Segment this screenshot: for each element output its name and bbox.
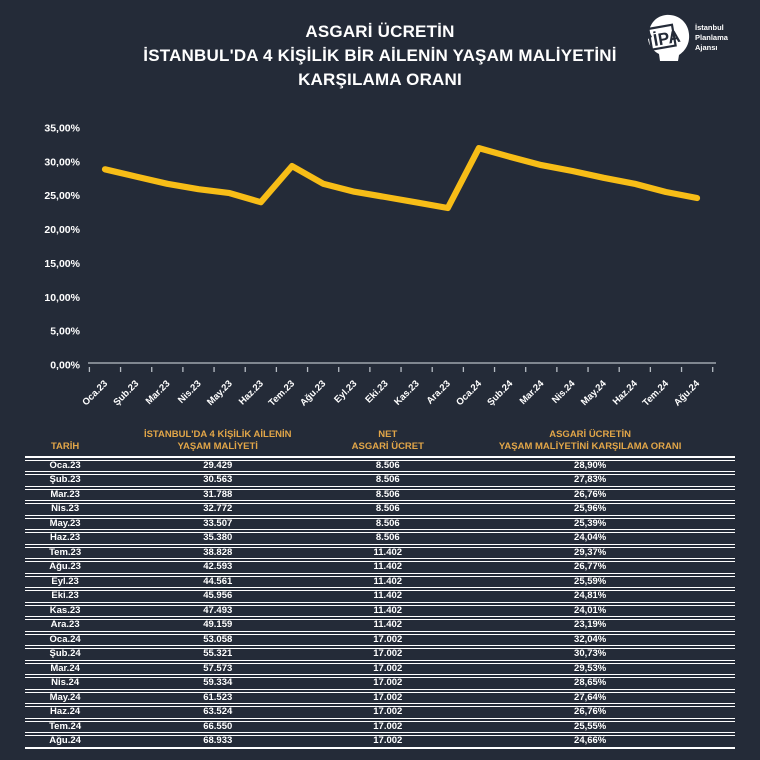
x-axis-tick-label: Oca.23 [80,378,111,409]
table-cell: 32.772 [105,503,330,516]
table-row [25,518,735,531]
page-title-line-2: İSTANBUL'DA 4 KİŞİLİK BİR AİLENİN YAŞAM MALİYETİNİ [143,45,617,65]
table-cell: Eki.23 [25,590,105,603]
page-title-line-3: KARŞILAMA ORANI [298,69,462,89]
y-axis-tick-label: 30,00% [44,156,80,169]
table-cell: 17.002 [330,706,445,719]
table-cell: 59.334 [105,677,330,690]
table-column-header: İSTANBUL'DA 4 KİŞİLİK AİLENİN YAŞAM MALİYETİ [105,429,330,458]
table-cell: 29,37% [445,547,735,560]
table-cell: 25,55% [445,721,735,734]
x-axis-tick-label: Eki.23 [363,378,391,406]
table-cell: 26,77% [445,561,735,574]
x-axis-tick-label: Haz.23 [236,378,266,408]
table-cell: 30.563 [105,474,330,487]
ipa-logo-abbr: İPA [651,26,682,51]
table-cell: 24,01% [445,605,735,618]
table-row [25,532,735,545]
line-chart-svg [0,112,760,424]
table-cell: Tem.23 [25,547,105,560]
table-cell: May.23 [25,518,105,531]
table-cell: Ağu.23 [25,561,105,574]
table-header-row [25,429,735,458]
ipa-logo-text-line-3: Ajansı [695,43,718,53]
x-axis-tick-label: Tem.23 [266,378,298,409]
table-cell: 35.380 [105,532,330,545]
x-axis-tick-label: Tem.24 [640,378,672,409]
y-axis-tick-label: 10,00% [44,291,80,304]
table-column-header: NET ASGARİ ÜCRET [330,429,445,458]
table-cell: 23,19% [445,619,735,632]
table-row [25,590,735,603]
x-axis-tick-label: Şub.24 [485,378,516,409]
x-axis-tick-label: Ara.23 [424,378,453,407]
table-cell: 17.002 [330,634,445,647]
table-cell: 17.002 [330,692,445,705]
x-axis-tick-label: May.24 [578,378,609,409]
table-cell: 11.402 [330,605,445,618]
table-cell: 8.506 [330,474,445,487]
table-cell: Mar.24 [25,663,105,676]
table-row [25,489,735,502]
line-chart [0,112,760,424]
table-cell: 30,73% [445,648,735,661]
table-cell: 11.402 [330,547,445,560]
y-axis-tick-label: 15,00% [44,257,80,270]
table-cell: 17.002 [330,721,445,734]
table-cell: Oca.23 [25,460,105,473]
table-cell: 11.402 [330,619,445,632]
table-cell: 26,76% [445,489,735,502]
table-cell: 28,90% [445,460,735,473]
table-cell: May.24 [25,692,105,705]
table-column-header: TARİH [25,429,105,458]
table-row [25,576,735,589]
table-column-header: ASGARİ ÜCRETİN YAŞAM MALİYETİNİ KARŞILAMA ORANI [445,429,735,458]
table-cell: 8.506 [330,489,445,502]
x-axis-tick-label: Ağu.23 [298,378,329,409]
x-axis-tick-label: Oca.24 [454,378,485,409]
table-cell: 44.561 [105,576,330,589]
table-cell: 11.402 [330,576,445,589]
table-cell: 17.002 [330,735,445,749]
x-axis-tick-label: Kas.23 [392,378,422,408]
table-cell: 45.956 [105,590,330,603]
ipa-logo-text-line-2: Planlama [695,32,728,42]
table-cell: 32,04% [445,634,735,647]
table-cell: Şub.23 [25,474,105,487]
table-cell: 8.506 [330,460,445,473]
table-cell: 29.429 [105,460,330,473]
table-cell: 8.506 [330,503,445,516]
x-axis-tick-label: Haz.24 [610,378,640,408]
ipa-head-icon [645,13,691,63]
table-row [25,648,735,661]
table-row [25,735,735,749]
table-cell: 49.159 [105,619,330,632]
table-cell: Ara.23 [25,619,105,632]
y-axis-tick-label: 25,00% [44,190,80,203]
table-cell: 25,39% [445,518,735,531]
table-row [25,692,735,705]
table-cell: 27,83% [445,474,735,487]
table-cell: Haz.24 [25,706,105,719]
table-cell: 31.788 [105,489,330,502]
table-cell: 47.493 [105,605,330,618]
table-row [25,561,735,574]
table-row [25,503,735,516]
table-row [25,677,735,690]
table-cell: 8.506 [330,532,445,545]
table-cell: Kas.23 [25,605,105,618]
table-row [25,634,735,647]
table-cell: Mar.23 [25,489,105,502]
x-axis-tick-label: Ağu.24 [671,378,703,409]
table-row [25,460,735,473]
y-axis-tick-label: 20,00% [44,224,80,237]
x-axis-tick-label: Mar.24 [517,378,547,408]
table-cell: 57.573 [105,663,330,676]
ipa-logo-text [695,23,728,53]
table-cell: 66.550 [105,721,330,734]
table-cell: Eyl.23 [25,576,105,589]
data-table-container [25,427,735,751]
table-cell: Ağu.24 [25,735,105,749]
y-axis-tick-label: 5,00% [50,325,80,338]
table-cell: Nis.24 [25,677,105,690]
table-cell: 11.402 [330,561,445,574]
table-cell: 25,59% [445,576,735,589]
x-axis-tick-label: Nis.23 [176,378,204,406]
table-cell: Tem.24 [25,721,105,734]
table-cell: 24,66% [445,735,735,749]
table-cell: 24,81% [445,590,735,603]
ipa-logo [645,13,728,63]
table-row [25,474,735,487]
y-axis-tick-label: 35,00% [44,122,80,135]
x-axis-tick-label: Eyl.23 [332,378,360,406]
table-row [25,619,735,632]
page-title-line-1: ASGARİ ÜCRETİN [305,22,455,41]
table-cell: 29,53% [445,663,735,676]
x-axis-tick-label: Mar.23 [143,378,173,408]
table-cell: 17.002 [330,648,445,661]
x-axis-tick-label: Şub.23 [111,378,142,409]
table-cell: 42.593 [105,561,330,574]
x-axis-tick-label: Nis.24 [549,378,578,406]
table-cell: 25,96% [445,503,735,516]
table-cell: 27,64% [445,692,735,705]
table-cell: Haz.23 [25,532,105,545]
table-cell: 11.402 [330,590,445,603]
table-cell: 17.002 [330,663,445,676]
table-cell: 38.828 [105,547,330,560]
table-cell: Nis.23 [25,503,105,516]
ipa-logo-text-line-1: İstanbul [695,22,724,32]
table-row [25,547,735,560]
table-cell: 17.002 [330,677,445,690]
table-cell: 26,76% [445,706,735,719]
table-cell: 24,04% [445,532,735,545]
table-row [25,706,735,719]
table-row [25,721,735,734]
data-table [25,427,735,751]
table-cell: Oca.24 [25,634,105,647]
table-cell: 68.933 [105,735,330,749]
y-axis-tick-label: 0,00% [50,359,80,372]
table-cell: 61.523 [105,692,330,705]
table-cell: 53.058 [105,634,330,647]
table-row [25,663,735,676]
table-row [25,605,735,618]
table-cell: 33.507 [105,518,330,531]
table-cell: 63.524 [105,706,330,719]
ratio-line-series [105,148,697,208]
x-axis-tick-label: May.23 [205,378,235,409]
table-cell: Şub.24 [25,648,105,661]
table-cell: 8.506 [330,518,445,531]
table-cell: 55.321 [105,648,330,661]
table-cell: 28,65% [445,677,735,690]
